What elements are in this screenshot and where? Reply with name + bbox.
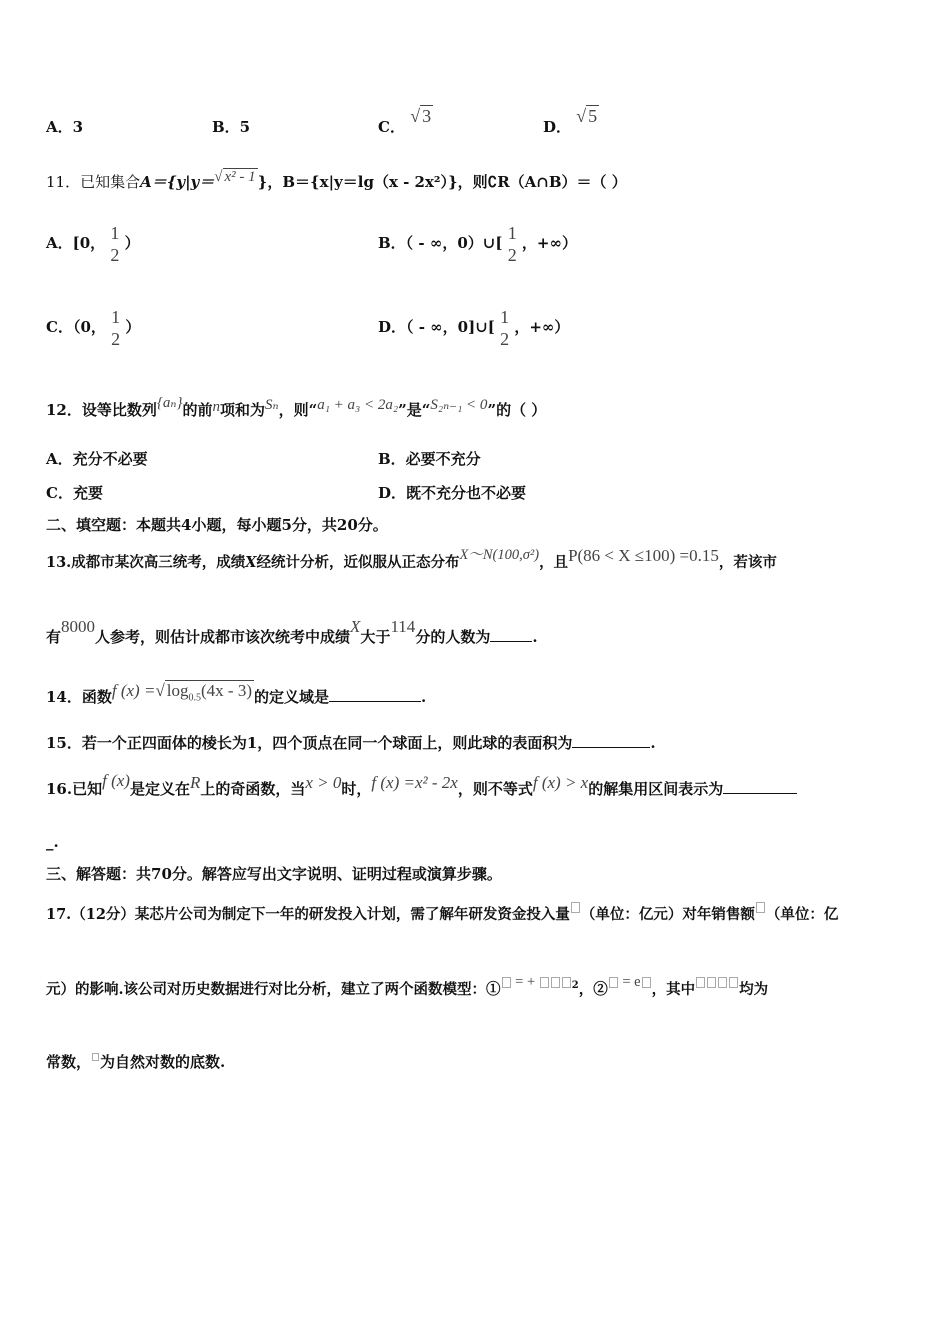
q17-const-1-box [696,977,705,988]
q11-option-d [378,306,569,350]
q11-option-c-label: C．（0， [46,318,106,336]
q11-option-b-label: B．（ - ∞，0）∪[ [378,234,503,252]
q11-option-b-tail: ，+∞） [521,234,577,252]
q17-model2-y-box [609,977,618,988]
q12-option-b: B．必要不充分 [378,450,481,468]
q12-stem: 12．设等比数列{aₙ}的前n项和为Sₙ，则“a₁ + a₃ < 2a₂”是“S₂ₙ₋₁ < 0”的（ ） [46,395,547,419]
q17-model1-a-box [540,977,549,988]
q16-continuation: _. [46,833,59,851]
q11-sqrt: √ x² - 1 [214,169,256,185]
q17-const-2-box [707,977,716,988]
section-3-heading: 三、解答题：共70分。解答应写出文字说明、证明过程或演算步骤。 [46,865,502,883]
q11-set-b: }，B＝{x|y＝lg（x - 2x²）}，则∁R（A∩B）＝（ ） [257,173,627,191]
q14-sqrt: √ $\log_{0.5}(4x - 3)$ [155,681,252,704]
q11-set-a: A＝{y|y＝ [140,173,215,191]
q17-model1-x-box [562,977,571,988]
q14-stem: 14．函数f (x) =√ $\log_{0.5}(4x - 3)$ 的定义域是 . [46,687,426,714]
q15-answer-blank[interactable] [572,733,650,748]
q17-const-4-box [729,977,738,988]
q17-line-2: 元）的影响.该公司对历史数据进行对比分析，建立了两个函数模型：① = + $^2$，② = e ，其中 均为 [46,973,769,998]
q17-var-x-box [571,902,580,913]
q16-answer-blank[interactable] [723,779,797,794]
q11-prefix: 11．已知集合 [46,173,141,191]
q13-answer-blank[interactable] [490,627,532,642]
q11-option-b [378,222,577,266]
q11-option-a [46,222,140,266]
q10-option-d-sqrt: √ 5 [576,106,598,126]
q11-option-d-frac: 1 2 [500,307,510,349]
q10-option-d [543,106,599,137]
q11-option-a-frac: 1 2 [110,223,120,265]
q11-option-c-tail: ） [125,318,141,336]
q16-stem: 16.已知f (x)是定义在R上的奇函数，当x > 0时，f (x) =x² - 2x，则不等式f (x) > x的解集用区间表示为 [46,779,797,799]
q11-option-d-label: D．（ - ∞，0]∪[ [378,318,495,336]
q17-line-1: 17.（12分）某芯片公司为制定下一年的研发投入计划，需了解年研发资金投入量 （单位：亿元）对年销售额 （单位：亿 [46,902,838,925]
q11-option-a-label: A．[0， [46,234,106,252]
q17-model1-b-box [551,977,560,988]
q17-const-3-box [718,977,727,988]
q13-line-2: 有8000人参考，则估计成都市该次统考中成绩X大于114分的人数为 . [46,617,538,646]
q17-line-3: 常数， 为自然对数的底数. [46,1053,226,1071]
q17-var-y-box [756,902,765,913]
q14-answer-blank[interactable] [329,687,421,702]
section-2-heading: 二、填空题：本题共4小题，每小题5分，共20分。 [46,516,388,534]
q11-option-d-tail: ，+∞） [514,318,570,336]
q13-line-1: 13.成都市某次高三统考，成绩X经统计分析，近似服从正态分布X～N(100,σ²)，且P(86 < X ≤100) =0.15，若该市 [46,546,777,571]
q10-option-c [378,106,433,137]
q12-option-d: D．既不充分也不必要 [378,484,527,502]
q11-option-c [46,306,140,350]
q12-option-c: C．充要 [46,484,103,502]
q17-e-box [92,1053,99,1061]
q15-stem: 15．若一个正四面体的棱长为1，四个顶点在同一个球面上，则此球的表面积为 . [46,734,656,752]
q17-model1-y-box [502,977,511,988]
q10-option-c-sqrt: √ 3 [410,106,432,126]
q11-option-a-tail: ） [124,234,140,252]
q11-option-b-frac: 1 2 [507,223,517,265]
q10-option-a: A．3 [46,118,84,136]
q10-option-d-label: D． [543,118,572,136]
q11-option-c-frac: 1 2 [111,307,121,349]
q10-option-b: B．5 [212,118,251,136]
q10-option-c-label: C． [378,118,405,136]
q11-stem [46,169,627,193]
q12-option-a: A．充分不必要 [46,450,148,468]
q17-model2-exp-box [642,977,651,988]
